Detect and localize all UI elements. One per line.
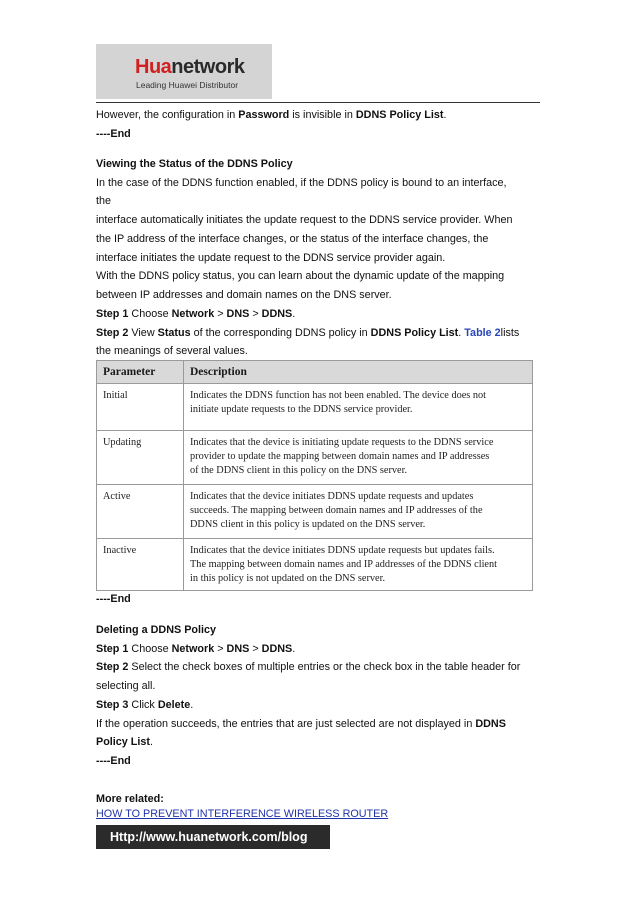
end-marker: ----End (96, 754, 131, 767)
more-related-heading: More related: (96, 793, 164, 805)
column-header-description: Description (184, 361, 533, 384)
step-2-continued: the meanings of several values. (96, 345, 248, 358)
parameter-cell: Inactive (97, 539, 184, 591)
body-line: the IP address of the interface changes, or the status of the interface changes, the (96, 232, 489, 245)
header-divider (96, 102, 540, 103)
viewing-section (96, 155, 546, 305)
table-2-reference[interactable]: Table 2 (464, 326, 501, 339)
section-heading: Deleting a DDNS Policy (96, 624, 216, 636)
step-2: Step 2 View Status of the corresponding DDNS policy in DDNS Policy List. Table 2lists (96, 326, 520, 339)
body-line: In the case of the DDNS function enabled, if the DDNS policy is bound to an interface, (96, 176, 507, 189)
step-1: Step 1 Choose Network > DNS > DDNS. (96, 308, 296, 320)
related-article-link[interactable]: HOW TO PREVENT INTERFERENCE WIRELESS ROUTER (96, 808, 389, 820)
parameter-cell: Initial (97, 384, 184, 431)
body-line: interface initiates the update request to the DDNS service provider again. (96, 251, 446, 264)
description-cell: Indicates that the device initiates DDNS update requests and updates succeeds. The mapping between domain names and IP addresses of the DDNS client in this policy is updated on the DNS server. (184, 485, 533, 539)
table-row (97, 485, 533, 539)
table-row (97, 539, 533, 591)
description-cell: Indicates the DDNS function has not been enabled. The device does not initiate update requests to the DDNS service provider. (184, 384, 533, 431)
body-line: interface automatically initiates the update request to the DDNS service provider. When (96, 214, 513, 227)
section-heading: Viewing the Status of the DDNS Policy (96, 158, 293, 170)
result-text-continued: Policy List. (96, 736, 154, 749)
column-header-parameter: Parameter (97, 361, 184, 384)
intro-text: However, the configuration in Password is invisible in DDNS Policy List. (96, 109, 447, 121)
logo-wordmark: Huanetwork (135, 56, 245, 78)
logo-tagline: Leading Huawei Distributor (136, 80, 239, 90)
table-header-row (97, 361, 533, 384)
table-row (97, 384, 533, 431)
deleting-section (96, 621, 546, 771)
body-line: With the DDNS policy status, you can learn about the dynamic update of the mapping (96, 270, 505, 283)
description-cell: Indicates that the device is initiating update requests to the DDNS service provider to update the mapping between domain names and IP addresses of the DDNS client in this policy on the DNS server. (184, 431, 533, 485)
intro-section (96, 106, 546, 143)
step-2-continued: selecting all. (96, 680, 156, 693)
step-3: Step 3 Click Delete. (96, 698, 194, 711)
step-2: Step 2 Select the check boxes of multiple entries or the check box in the table header for (96, 661, 521, 674)
body-line: the (96, 195, 112, 208)
ddns-status-table (96, 360, 533, 591)
more-related (96, 790, 546, 809)
description-cell: Indicates that the device initiates DDNS update requests but updates fails. The mapping between domain names and IP addresses of the DDNS client in this policy is not updated on the DNS server. (184, 539, 533, 591)
table-end (96, 590, 546, 609)
end-marker: ----End (96, 127, 131, 140)
parameter-cell: Updating (97, 431, 184, 485)
parameter-cell: Active (97, 485, 184, 539)
step-1: Step 1 Choose Network > DNS > DDNS. (96, 642, 296, 655)
table-row (97, 431, 533, 485)
result-text: If the operation succeeds, the entries that are just selected are not displayed in DDNS (96, 717, 506, 730)
company-logo (96, 44, 272, 99)
end-marker: ----End (96, 593, 131, 605)
blog-url-banner[interactable]: Http://www.huanetwork.com/blog (96, 825, 330, 849)
body-line: between IP addresses and domain names on the DNS server. (96, 288, 392, 301)
viewing-steps (96, 305, 546, 361)
